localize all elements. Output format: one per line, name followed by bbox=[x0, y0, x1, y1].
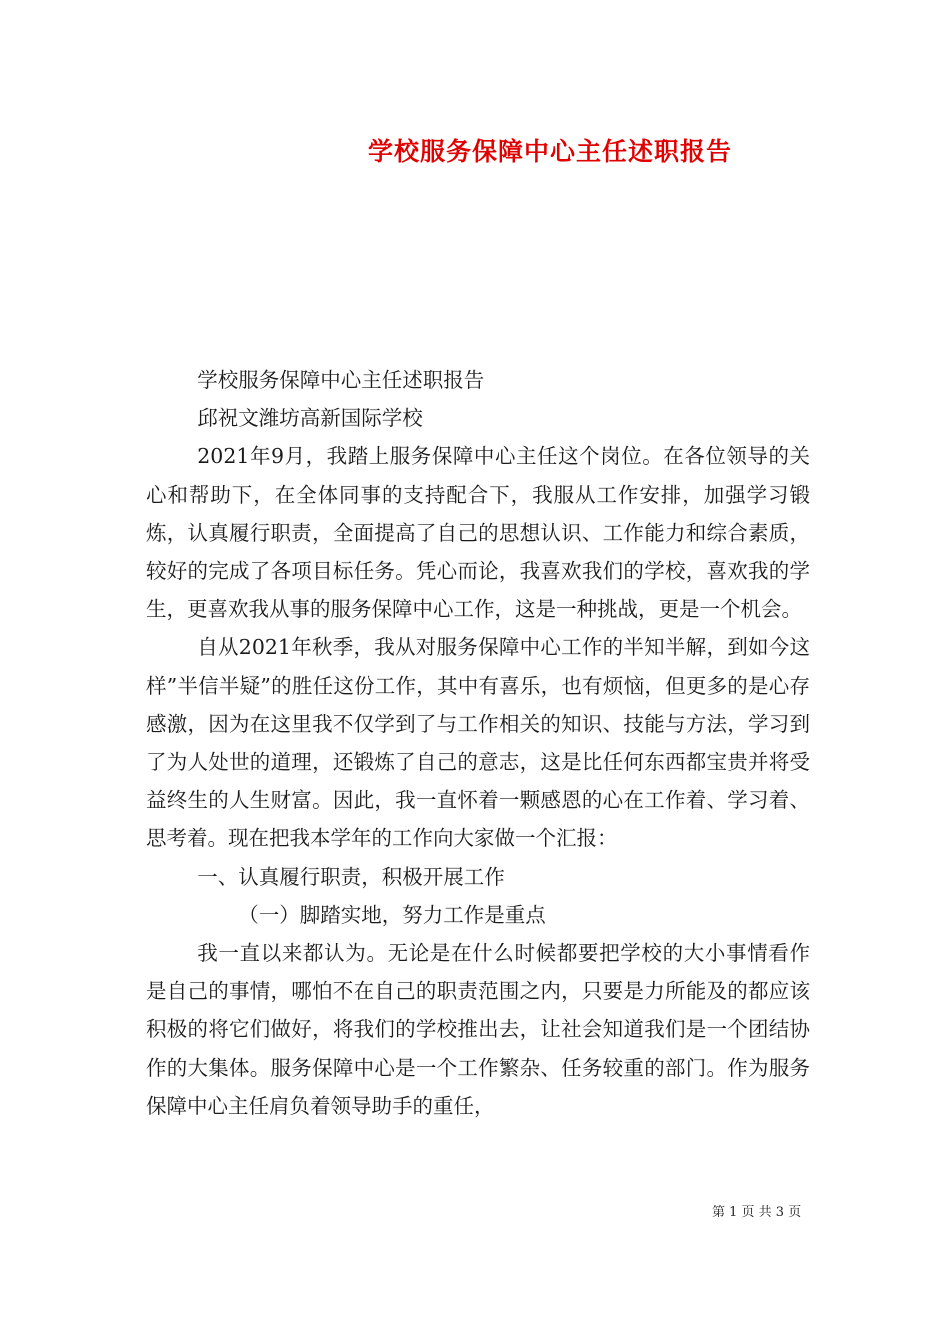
document-title: 学校服务保障中心主任述职报告 bbox=[367, 137, 732, 166]
section-heading-1: 一、认真履行职责，积极开展工作 bbox=[197, 864, 505, 889]
paragraph-author: 邱祝文潍坊高新国际学校 bbox=[197, 406, 423, 431]
paragraph-work-attitude: 我一直以来都认为。无论是在什么时候都要把学校的大小事情看作是自己的事情，哪怕不在自己的职责范围之内，只要是力所能及的都应该积极的将它们做好，将我们的学校推出去，让社会知道我们是一个团结协作的大集体。服务保障中心是一个工作繁杂、任务较重的部门。作为服务保障中心主任肩负着领导助手的重任， bbox=[146, 941, 810, 1118]
document-body bbox=[146, 361, 810, 1125]
paragraph-subtitle: 学校服务保障中心主任述职报告 bbox=[197, 368, 485, 392]
paragraph-intro: 2021年9月，我踏上服务保障中心主任这个岗位。在各位领导的关心和帮助下，在全体同事的支持配合下，我服从工作安排，加强学习锻炼，认真履行职责，全面提高了自己的思想认识、工作能力和综合素质，较好的完成了各项目标任务。凭心而论，我喜欢我们的学校，喜欢我的学生，更喜欢我从事的服务保障中心工作，这是一种挑战，更是一个机会。 bbox=[146, 444, 810, 622]
paragraph-since-2021: 自从2021年秋季，我从对服务保障中心工作的半知半解，到如今这样”半信半疑”的胜任这份工作，其中有喜乐，也有烦恼，但更多的是心存感激，因为在这里我不仅学到了与工作相关的知识、技能与方法，学习到了为人处世的道理，还锻炼了自己的意志，这是比任何东西都宝贵并将受益终生的人生财富。因此，我一直怀着一颗感恩的心在工作着、学习着、思考着。现在把我本学年的工作向大家做一个汇报： bbox=[146, 635, 810, 851]
subsection-heading-1: （一）脚踏实地，努力工作是重点 bbox=[238, 902, 546, 927]
page-number-footer: 第 1 页 共 3 页 bbox=[712, 1205, 802, 1220]
